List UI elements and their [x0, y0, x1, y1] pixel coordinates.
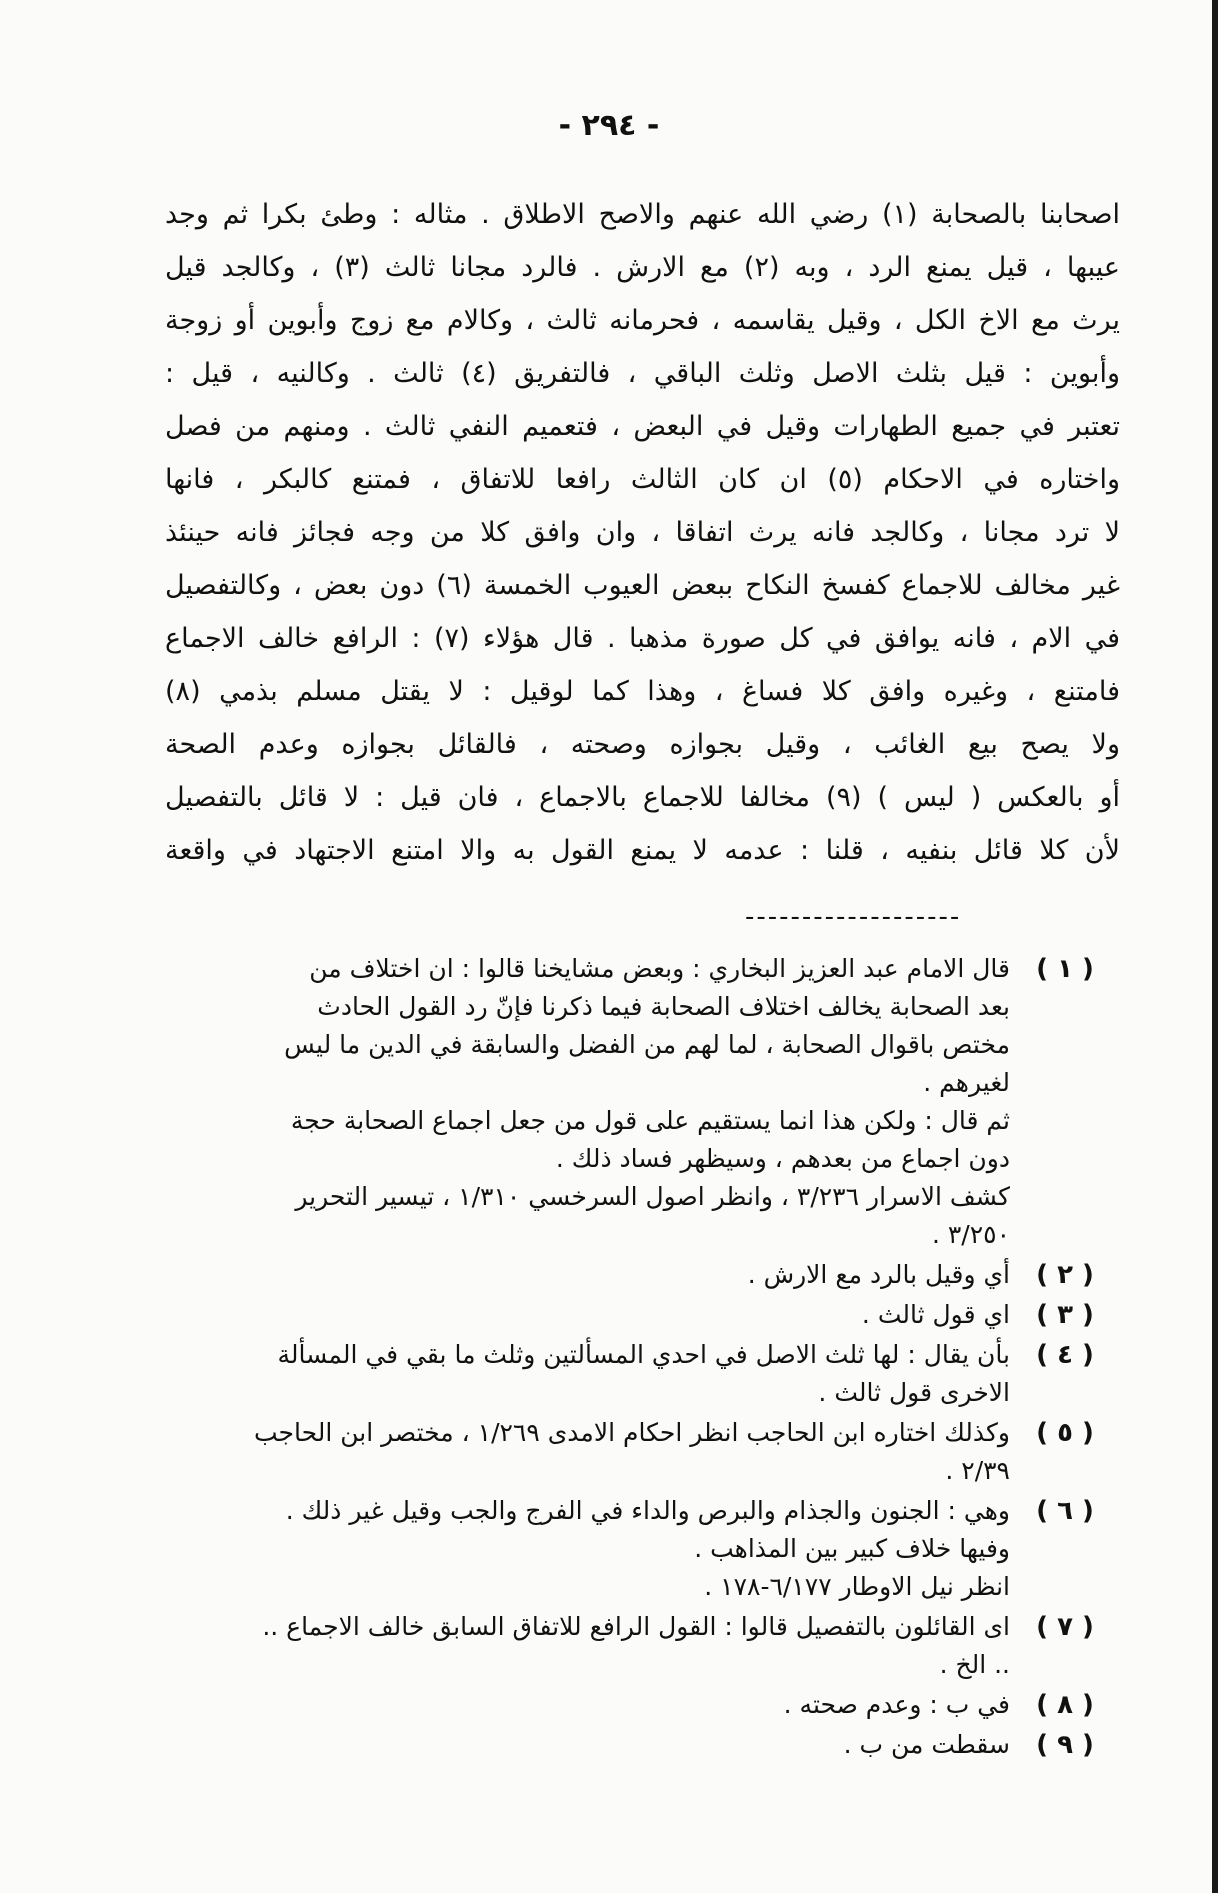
body-line: عيبها ، قيل يمنع الرد ، وبه (٢) مع الارش . فالرد مجانا ثالث (٣) ، وكالجد قيل: [165, 252, 1120, 283]
body-line: أو بالعكس ( ليس ) (٩) مخالفا للاجماع بالاجماع ، فان قيل : لا قائل بالتفصيل: [165, 782, 1120, 813]
footnote-number: ( ٦ ): [1036, 1496, 1094, 1526]
footnote-number: ( ٤ ): [1036, 1340, 1094, 1370]
footnote-line: وفيها خلاف كبير بين المذاهب .: [694, 1534, 1010, 1563]
footnote: [140, 1608, 1100, 1684]
footnote-line: اي قول ثالث .: [861, 1300, 1010, 1329]
body-line: ولا يصح بيع الغائب ، وقيل بجوازه وصحته ، فالقائل بجوازه وعدم الصحة: [165, 729, 1120, 760]
body-line: واختاره في الاحكام (٥) ان كان الثالث رافعا للاتفاق ، فمتنع كالبكر ، فانها: [165, 464, 1120, 495]
body-line: في الام ، فانه يوافق في كل صورة مذهبا . قال هؤلاء (٧) : الرافع خالف الاجماع: [165, 623, 1120, 654]
footnote-number: ( ٨ ): [1036, 1690, 1094, 1720]
page-edge: [1212, 0, 1218, 1893]
footnote: [140, 1256, 1100, 1294]
footnote-line: ثم قال : ولكن هذا انما يستقيم على قول من جعل اجماع الصحابة حجة: [290, 1106, 1010, 1135]
footnote-line: كشف الاسرار ٣/٢٣٦ ، وانظر اصول السرخسي ١/٣١٠ ، تيسير التحرير: [295, 1182, 1010, 1211]
footnote-line: أي وقيل بالرد مع الارش .: [747, 1260, 1010, 1289]
footnote-line: بأن يقال : لها ثلث الاصل في احدي المسألتين وثلث ما بقي في المسألة: [277, 1340, 1010, 1369]
footnote: [140, 1492, 1100, 1606]
body-line: غير مخالف للاجماع كفسخ النكاح ببعض العيوب الخمسة (٦) دون بعض ، وكالتفصيل: [165, 570, 1120, 601]
footnote-number: ( ٢ ): [1036, 1260, 1094, 1290]
footnote-line: ٣/٢٥٠ .: [931, 1220, 1010, 1249]
body-line: فامتنع ، وغيره وافق كلا فساغ ، وهذا كما لوقيل : لا يقتل مسلم بذمي (٨): [165, 676, 1120, 707]
footnote-number: ( ٩ ): [1036, 1730, 1094, 1760]
body-line: يرث مع الاخ الكل ، وقيل يقاسمه ، فحرمانه ثالث ، وكالام مع زوج وأبوين أو زوجة: [165, 305, 1120, 336]
footnote-line: .. الخ .: [939, 1650, 1010, 1679]
footnote-line: الاخرى قول ثالث .: [818, 1378, 1010, 1407]
footnote: [140, 1336, 1100, 1412]
footnote-number: ( ٣ ): [1036, 1300, 1094, 1330]
footnote-number: ( ١ ): [1036, 954, 1094, 984]
body-line: تعتبر في جميع الطهارات وقيل في البعض ، فتعميم النفي ثالث . ومنهم من فصل: [165, 411, 1120, 442]
footnote-separator: -------------------: [745, 902, 962, 932]
footnote-line: ٢/٣٩ .: [945, 1456, 1010, 1485]
footnote-line: انظر نيل الاوطار ٦/١٧٧-١٧٨ .: [704, 1572, 1010, 1601]
footnote-number: ( ٥ ): [1036, 1418, 1094, 1448]
page-number: - ٢٩٤ -: [558, 108, 660, 143]
footnote-line: اى القائلون بالتفصيل قالوا : القول الرافع للاتفاق السابق خالف الاجماع ..: [262, 1612, 1010, 1641]
footnote-line: سقطت من ب .: [843, 1730, 1010, 1759]
body-text: [165, 188, 1120, 877]
body-line: وأبوين : قيل بثلث الاصل وثلث الباقي ، فالتفريق (٤) ثالث . وكالنيه ، قيل :: [165, 358, 1120, 389]
footnote-line: مختص باقوال الصحابة ، لما لهم من الفضل والسابقة في الدين ما ليس: [284, 1030, 1010, 1059]
footnote: [140, 1726, 1100, 1764]
body-line: لأن كلا قائل بنفيه ، قلنا : عدمه لا يمنع القول به والا امتنع الاجتهاد في واقعة: [165, 835, 1120, 866]
footnotes: [140, 950, 1100, 1766]
body-line: اصحابنا بالصحابة (١) رضي الله عنهم والاصح الاطلاق . مثاله : وطئ بكرا ثم وجد: [165, 199, 1120, 230]
footnote-line: وهي : الجنون والجذام والبرص والداء في الفرج والجب وقيل غير ذلك .: [285, 1496, 1010, 1525]
footnote: [140, 1296, 1100, 1334]
footnote-line: في ب : وعدم صحته .: [783, 1690, 1010, 1719]
footnote: [140, 1414, 1100, 1490]
footnote-line: قال الامام عبد العزيز البخاري : وبعض مشايخنا قالوا : ان اختلاف من: [309, 954, 1010, 983]
footnote: [140, 1686, 1100, 1724]
footnote-line: دون اجماع من بعدهم ، وسيظهر فساد ذلك .: [555, 1144, 1010, 1173]
body-line: لا ترد مجانا ، وكالجد فانه يرث اتفاقا ، وان وافق كلا من وجه فجائز فانه حينئذ: [165, 517, 1120, 548]
footnote: [140, 950, 1100, 1254]
footnote-line: وكذلك اختاره ابن الحاجب انظر احكام الامدى ١/٢٦٩ ، مختصر ابن الحاجب: [253, 1418, 1010, 1447]
footnote-line: لغيرهم .: [923, 1068, 1010, 1097]
footnote-line: بعد الصحابة يخالف اختلاف الصحابة فيما ذكرنا فإنّ رد القول الحادث: [317, 992, 1010, 1021]
footnote-number: ( ٧ ): [1036, 1612, 1094, 1642]
